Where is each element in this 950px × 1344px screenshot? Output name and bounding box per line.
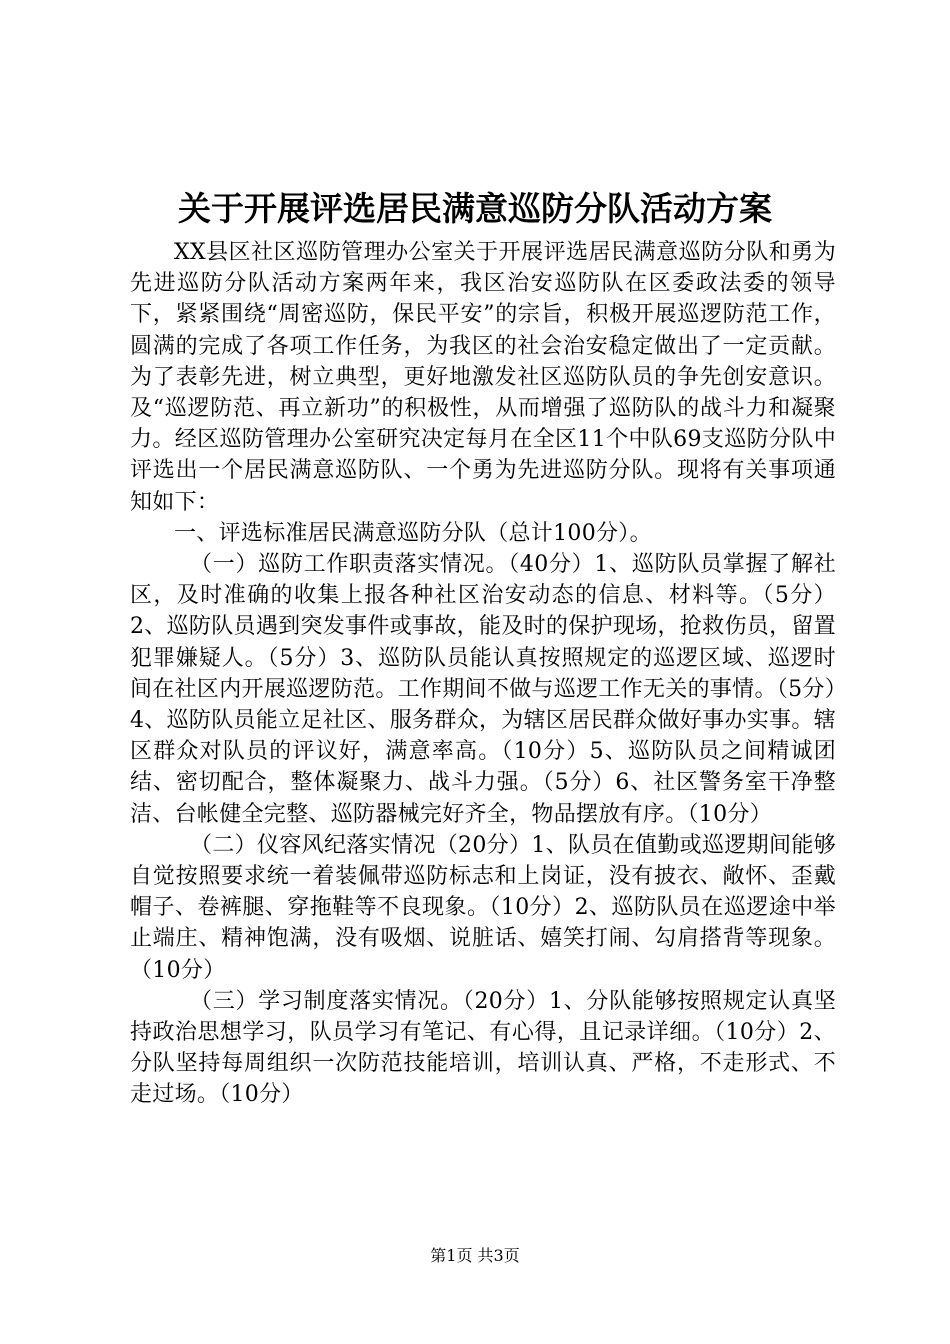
document-body	[130, 237, 836, 1111]
page-footer: 第1页 共3页	[430, 1246, 520, 1265]
paragraph-intro: XX县区社区巡防管理办公室关于开展评选居民满意巡防分队和勇为先进巡防分队活动方案两年来，我区治安巡防队在区委政法委的领导下，紧紧围绕“周密巡防，保民平安”的宗旨，积极开展巡逻防范工作，圆满的完成了各项工作任务，为我区的社会治安稳定做出了一定贡献。为了表彰先进，树立典型，更好地激发社区巡防队员的争先创安意识。及“巡逻防范、再立新功”的积极性，从而增强了巡防队的战斗力和凝聚力。经区巡防管理办公室研究决定每月在全区11个中队69支巡防分队中评选出一个居民满意巡防队、一个勇为先进巡防分队。现将有关事项通知如下：	[130, 240, 836, 515]
paragraph-item-3: （三）学习制度落实情况。（20分）1、分队能够按照规定认真坚持政治思想学习，队员学习有笔记、有心得，且记录详细。（10分）2、分队坚持每周组织一次防范技能培训，培训认真、严格，不走形式、不走过场。（10分）	[130, 988, 836, 1108]
paragraph-item-1: （一）巡防工作职责落实情况。（40分）1、巡防队员掌握了解社区，及时准确的收集上报各种社区治安动态的信息、材料等。（5分）2、巡防队员遇到突发事件或事故，能及时的保护现场，抢救伤员，留置犯罪嫌疑人。（5分）3、巡防队员能认真按照规定的巡逻区域、巡逻时间在社区内开展巡逻防范。工作期间不做与巡逻工作无关的事情。（5分）4、巡防队员能立足社区、服务群众，为辖区居民群众做好事办实事。辖区群众对队员的评议好，满意率高。（10分）5、巡防队员之间精诚团结、密切配合，整体凝聚力、战斗力强。（5分）6、社区警务室干净整洁、台帐健全完整、巡防器械完好齐全，物品摆放有序。（10分）	[130, 552, 836, 827]
document-title: 关于开展评选居民满意巡防分队活动方案	[178, 189, 772, 228]
paragraph-item-2: （二）仪容风纪落实情况（20分）1、队员在值勤或巡逻期间能够自觉按照要求统一着装佩带巡防标志和上岗证，没有披衣、敞怀、歪戴帽子、卷裤腿、穿拖鞋等不良现象。（10分）2、巡防队员在巡逻途中举止端庄、精神饱满，没有吸烟、说脏话、嬉笑打闹、勾肩搭背等现象。（10分）	[130, 832, 836, 983]
paragraph-section-1: 一、评选标准居民满意巡防分队（总计100分）。	[174, 520, 652, 546]
